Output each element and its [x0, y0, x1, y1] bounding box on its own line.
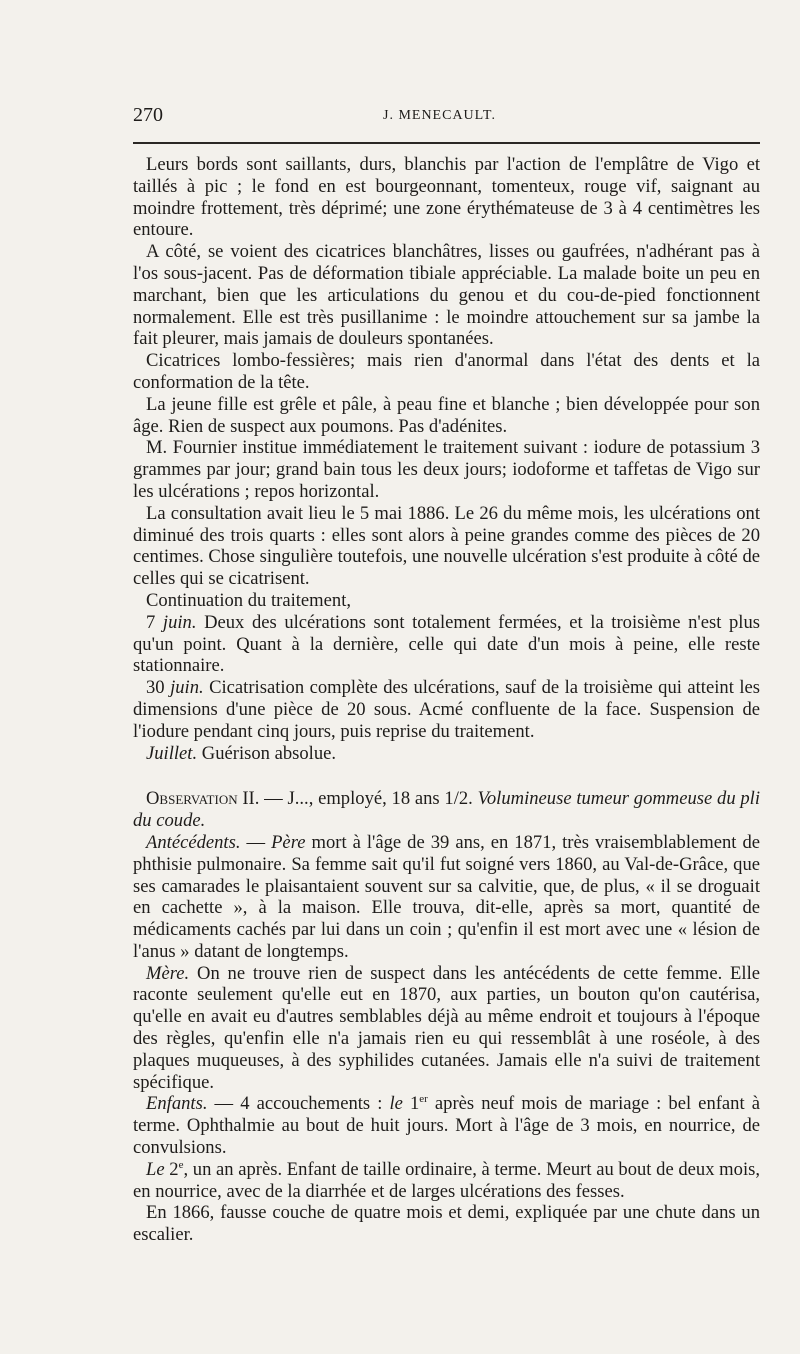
text-run: 7 [146, 611, 163, 633]
paragraph: La consultation avait lieu le 5 mai 1886. Le 26 du même mois, les ulcérations ont diminué des trois quarts : elles sont alors à peine grandes comme des pièces de 20 centimes. Chose singulière toutefois, une nouvelle ulcération s'est produite à côté de celles qui se cicatrisent. [133, 502, 760, 590]
observation-label: Observation [146, 788, 238, 810]
date-label: juin. [170, 677, 204, 699]
text-run: II. — J..., employé, 18 ans 1/2. [237, 788, 478, 810]
body-text [133, 154, 760, 1246]
text-run: — [240, 831, 272, 853]
superscript: e [178, 1158, 184, 1171]
paragraph: En 1866, fausse couche de quatre mois et demi, expliquée par une chute dans un escalier. [133, 1202, 760, 1246]
paragraph: Continuation du traitement, [146, 589, 352, 611]
paragraph [133, 677, 760, 742]
observation-heading [133, 788, 760, 832]
text-run: mort à l'âge de 39 ans, en 1871, très vraisemblablement de phthisie pulmonaire. Sa femme sait qu'il fut soigné vers 1860, au Val-de-Grâce, que ses camarades le plaisantaient souvent sur sa calvitie, que, de plus, « il se droguait en cachette », à la maison. Elle trouva, dit-elle, après sa mort, quantité de médicaments cachés par lui dans un coin ; qu'enfin il est mort avec une « lésion de l'anus » datant de longtemps. [133, 831, 760, 962]
text-run: Cicatrisation complète des ulcérations, sauf de la troisième qui atteint les dimensions d'une pièce de 20 sous. Acmé confluente de la face. Suspension de l'iodure pendant cinq jours, puis reprise du traitement. [133, 677, 760, 742]
page-number: 270 [133, 104, 163, 126]
superscript: er [419, 1093, 428, 1106]
observation-title: Volumineuse tumeur gommeuse du pli du coude. [133, 788, 760, 832]
text-run: 30 [146, 677, 171, 699]
paragraph: Cicatrices lombo-fessières; mais rien d'anormal dans l'état des dents et la conformation de la tête. [133, 350, 760, 393]
paragraph [133, 963, 760, 1094]
date-label: Juillet. [146, 742, 198, 764]
text-run: Guérison absolue. [197, 742, 337, 764]
date-label: juin. [162, 611, 197, 633]
section-label: le [389, 1093, 403, 1115]
paragraph: La jeune fille est grêle et pâle, à peau fine et blanche ; bien développée pour son âge. Rien de suspect aux poumons. Pas d'adénites. [133, 393, 760, 437]
paragraph [133, 612, 760, 677]
running-head: J. MENECAULT. [383, 108, 496, 123]
section-label: Père [271, 831, 306, 853]
page-header [133, 104, 760, 134]
text-run: — 4 accouchements : [207, 1093, 390, 1115]
paragraph [133, 1159, 760, 1203]
section-label: Enfants. [146, 1093, 208, 1115]
text-run: On ne trouve rien de suspect dans les antécédents de cette femme. Elle raconte seulement qu'elle eut en 1870, aux parties, un bouton qu'on cautérisa, qu'elle en avait eu d'autres semblables déjà au même endroit et toujours à l'époque des règles, qu'enfin elle n'a jamais rien eu qui ressemblât à une roséole, à des plaques muqueuses, à des syphilides cutanées. Jamais elle n'a suivi de traitement spécifique. [133, 962, 760, 1093]
paragraph: M. Fournier institue immédiatement le traitement suivant : iodure de potassium 3 grammes par jour; grand bain tous les deux jours; iodoforme et taffetas de Vigo sur les ulcérations ; repos horizontal. [133, 437, 760, 502]
header-rule [133, 142, 760, 144]
paragraph: A côté, se voient des cicatrices blanchâtres, lisses ou gaufrées, n'adhérant pas à l'os sous-jacent. Pas de déformation tibiale appréciable. La malade boite un peu en marchant, bien que les articulations du genou et du cou-de-pied fonctionnent normalement. Elle est très pusillanime : le moindre attouchement sur sa jambe la fait pleurer, mais jamais de douleurs spontanées. [133, 241, 760, 350]
paragraph: Leurs bords sont saillants, durs, blanchis par l'action de l'emplâtre de Vigo et taillés à pic ; le fond en est bourgeonnant, tomenteux, rouge vif, saignant au moindre frottement, très déprimé; une zone érythémateuse de 3 à 4 centimètres les entoure. [133, 154, 760, 241]
paragraph [133, 832, 760, 963]
text-run: après neuf mois de mariage : bel enfant à terme. Ophthalmie au bout de huit jours. Mort à l'âge de 3 mois, en nourrice, de convulsions. [133, 1093, 760, 1159]
text-run: 1 [402, 1093, 420, 1115]
paragraph [133, 743, 760, 765]
text-run: , un an après. Enfant de taille ordinaire, à terme. Meurt au bout de deux mois, en nourrice, avec de la diarrhée et de larges ulcérations des fesses. [133, 1158, 760, 1202]
section-label: Antécédents. [146, 831, 241, 853]
text-run: Deux des ulcérations sont totalement fermées, et la troisième n'est plus qu'un point. Quant à la dernière, celle qui date d'un mois à peine, elle reste stationnaire. [133, 611, 760, 677]
text-run: 2 [164, 1158, 179, 1180]
section-label: Mère. [146, 962, 190, 984]
section-label: Le [146, 1158, 165, 1180]
paragraph [133, 1093, 760, 1158]
